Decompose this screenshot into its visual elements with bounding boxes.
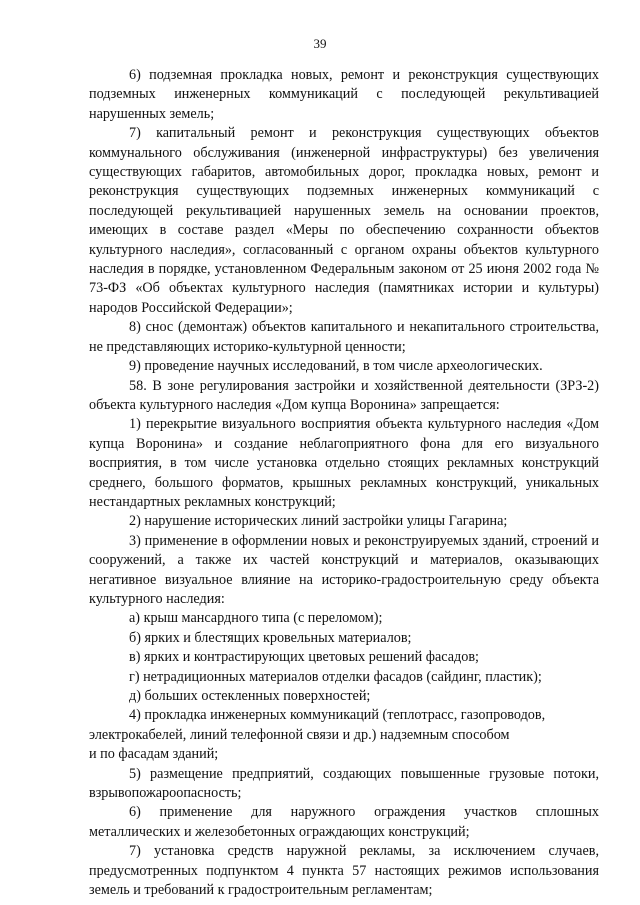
paragraph: 3) применение в оформлении новых и реконструируемых зданий, строений и сооружений, а также их частей конструкций и материалов, оказывающих негативное визуальное влияние на историко-градостроительную среду объекта культурного наследия: <box>89 532 599 607</box>
paragraph-line: и по фасадам зданий; <box>89 746 219 763</box>
paragraph: 6) применение для наружного ограждения участков сплошных металлических и железобетонных ограждающих конструкций; <box>89 804 599 840</box>
list-item: г) нетрадиционных материалов отделки фасадов (сайдинг, пластик); <box>129 668 542 685</box>
paragraph-line: электрокабелей, линий телефонной связи и др.) надземным способом <box>89 726 510 743</box>
paragraph: 9) проведение научных исследований, в том числе археологических. <box>129 358 543 375</box>
paragraph: 7) капитальный ремонт и реконструкция существующих объектов коммунального обслуживания (инженерной инфраструктуры) без увеличения существующих габаритов, автомобильных дорог, прокладка новых, ремонт и реконструкция существующих подземных инженерных коммуникаций с последующей рекультивацией нарушенных земель на основании проектов, имеющих в составе раздел «Меры по обеспечению сохранности объектов культурного наследия», согласованный с органом охраны объектов культурного наследия в порядке, установленном Федеральным законом от 25 июня 2002 года № 73-ФЗ «Об объектах культурного наследия (памятниках истории и культуры) народов Российской Федерации»; <box>89 125 599 316</box>
paragraph: 5) размещение предприятий, создающих повышенные грузовые потоки, взрывопожароопасность; <box>89 765 599 802</box>
page-number: 39 <box>313 36 327 51</box>
paragraph-line: 4) прокладка инженерных коммуникаций (теплотрасс, газопроводов, <box>129 707 546 724</box>
list-item: д) больших остекленных поверхностей; <box>129 688 371 704</box>
list-item: в) ярких и контрастирующих цветовых решений фасадов; <box>129 649 479 666</box>
paragraph: 8) снос (демонтаж) объектов капитального и некапитального строительства, не представляющих историко-культурной ценности; <box>89 319 599 355</box>
paragraph: 2) нарушение исторических линий застройки улицы Гагарина; <box>129 513 508 530</box>
paragraph-item-4 <box>89 706 599 764</box>
list-item: б) ярких и блестящих кровельных материалов; <box>129 629 412 646</box>
paragraph: 1) перекрытие визуального восприятия объекта культурного наследия «Дом купца Воронина» и создание неблагоприятного фона для его визуального восприятия, в том числе установка отдельно стоящих рекламных конструкций среднего, большого форматов, крышных рекламных конструкций, уникальных нестандартных рекламных конструкций; <box>89 416 599 510</box>
paragraph: 6) подземная прокладка новых, ремонт и реконструкция существующих подземных инженерных коммуникаций с последующей рекультивацией нарушенных земель; <box>89 67 599 122</box>
document-body <box>89 66 599 900</box>
paragraph: 58. В зоне регулирования застройки и хозяйственной деятельности (ЗРЗ-2) объекта культурного наследия «Дом купца Воронина» запрещается: <box>89 377 599 413</box>
paragraph: 7) установка средств наружной рекламы, за исключением случаев, предусмотренных подпунктом 4 пункта 57 настоящих режимов использования земель и требований к градостроительным регламентам; <box>89 843 599 899</box>
list-item: а) крыш мансардного типа (с переломом); <box>129 610 383 627</box>
